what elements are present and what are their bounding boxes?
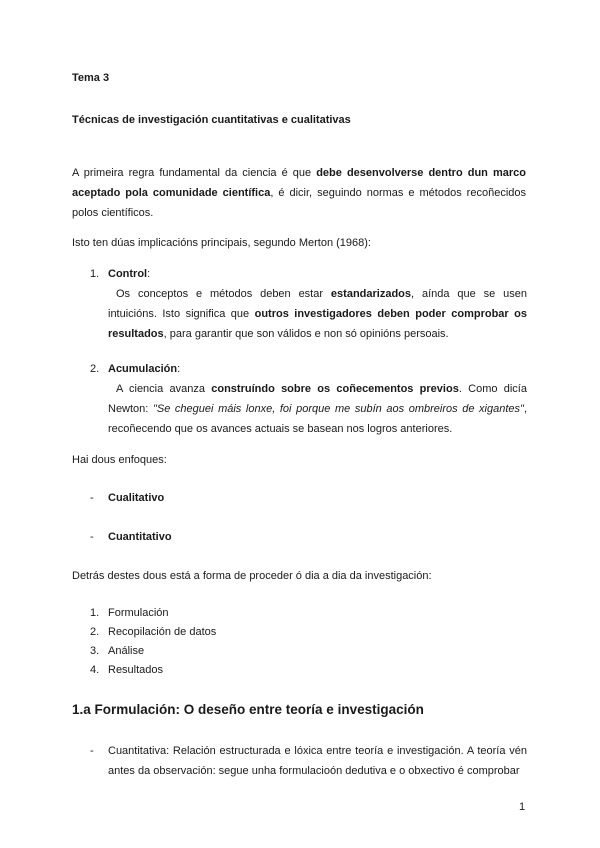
- list-number: 2.: [90, 626, 100, 638]
- paragraph-intro: A primeira regra fundamental da ciencia é que debe desenvolverse dentro dun marco aceptado pola comunidade científica, é dicir, seguindo normas e métodos recoñecidos polos científicos.: [72, 167, 526, 219]
- list-number: 1.: [90, 268, 100, 280]
- list-number: 2.: [90, 363, 100, 375]
- paragraph-procedure: Detrás destes dous está a forma de proceder ó dia a dia da investigación:: [72, 570, 432, 582]
- step-item: Formulación: [108, 607, 169, 619]
- dash-bullet: -: [90, 531, 94, 543]
- document-title: Técnicas de investigación cuantitativas e cualitativas: [72, 114, 351, 126]
- item-accumulation-body: A ciencia avanza construíndo sobre os coñecementos previos. Como dicía Newton: "Se cheguei máis lonxe, foi porque me subín aos ombreiros de xigantes", recoñecendo que os avances actuais se basean nos logros anteriores.: [108, 383, 527, 435]
- paragraph-approaches: Hai dous enfoques:: [72, 454, 167, 466]
- list-number: 1.: [90, 607, 100, 619]
- item-control-title: Control:: [108, 268, 151, 280]
- paragraph-quantitative: Cuantitativa: Relación estructurada e lóxica entre teoría e investigación. A teoría vén antes da observación: segue unha formulacioón dedutiva e o obxectivo é comprobar: [108, 745, 527, 777]
- approach-quantitative: Cuantitativo: [108, 531, 172, 543]
- list-number: 4.: [90, 664, 100, 676]
- theme-label: Tema 3: [72, 72, 110, 84]
- step-item: Resultados: [108, 664, 164, 676]
- item-accumulation-title: Acumulación:: [108, 363, 181, 375]
- page-number: 1: [519, 801, 526, 813]
- dash-bullet: -: [90, 492, 94, 504]
- step-item: Recopilación de datos: [108, 626, 217, 638]
- step-item: Análise: [108, 645, 145, 657]
- approach-qualitative: Cualitativo: [108, 492, 165, 504]
- dash-bullet: -: [90, 745, 94, 757]
- paragraph-implications: Isto ten dúas implicacións principais, segundo Merton (1968):: [72, 237, 371, 249]
- list-number: 3.: [90, 645, 100, 657]
- item-control-body: Os conceptos e métodos deben estar estandarizados, aínda que se usen intuicións. Isto significa que outros investigadores deben poder comprobar os resultados, para garantir que son válidos e non só opinións persoais.: [108, 288, 527, 340]
- section-heading: 1.a Formulación: O deseño entre teoría e investigación: [72, 702, 424, 717]
